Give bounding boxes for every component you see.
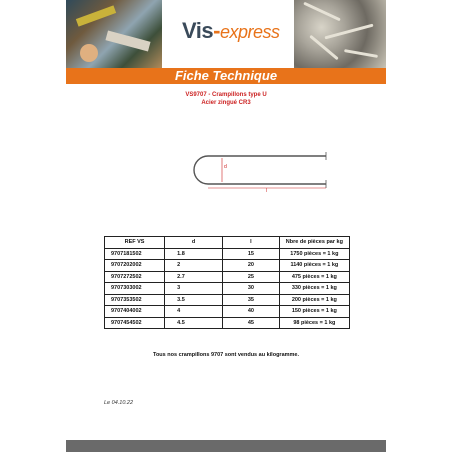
table-row: 9707181502 1.8 15 1750 pièces = 1 kg	[105, 248, 350, 260]
tools-photo	[66, 0, 162, 68]
header-pieces: Nbre de pièces par kg	[279, 237, 349, 249]
table-row: 9707454502 4.5 45 98 pièces = 1 kg	[105, 317, 350, 329]
specifications-table	[104, 236, 350, 329]
table-header-row	[105, 237, 350, 249]
table-row: 9707202002 2 20 1140 pièces = 1 kg	[105, 260, 350, 272]
sales-note: Tous nos crampillons 9707 sont vendus au kilogramme.	[153, 352, 299, 358]
staple-diagram	[186, 148, 328, 192]
table-row: 9707353502 3.5 35 200 pièces = 1 kg	[105, 294, 350, 306]
document-date: Le 04.10.22	[104, 400, 134, 406]
screws-photo	[294, 0, 386, 68]
header	[66, 0, 386, 68]
label-d: d	[224, 164, 227, 170]
datasheet-page	[66, 0, 386, 452]
brand-logo: Vis-express	[182, 18, 280, 43]
header-d: d	[165, 237, 223, 249]
table-row: 9707272502 2.7 25 475 pièces = 1 kg	[105, 271, 350, 283]
product-name: VS9707 - Crampillons type U	[185, 92, 267, 98]
page-title: Fiche Technique	[174, 68, 278, 83]
header-l: l	[223, 237, 280, 249]
footer-bar	[66, 440, 386, 452]
staple-shape	[194, 156, 326, 184]
product-material: Acier zingué CR3	[201, 100, 251, 106]
table-row: 9707404002 4 40 150 pièces = 1 kg	[105, 306, 350, 318]
table-row: 9707303002 3 30 330 pièces = 1 kg	[105, 283, 350, 295]
label-l: l	[266, 188, 268, 192]
header-ref: REF VS	[105, 237, 165, 249]
